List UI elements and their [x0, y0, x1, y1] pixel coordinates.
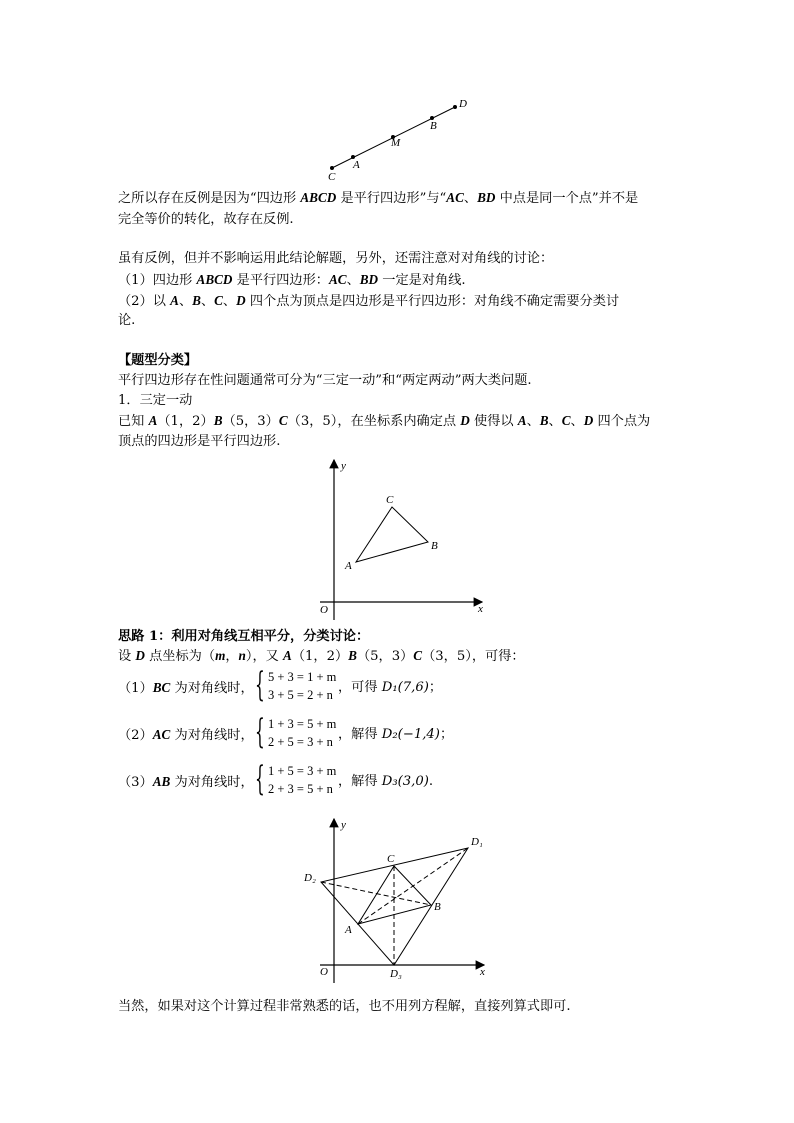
y-label: y	[341, 819, 346, 831]
case2-system: 1 + 3 = 5 + m 2 + 5 = 3 + n	[268, 717, 337, 749]
figure-parallelograms	[300, 815, 500, 985]
case3-result: ，解得 D₃(3,0).	[338, 774, 434, 789]
solution-setup: 设 D 点坐标为（m，n），又 A（1，2）B（5，3）C（3，5），可得：	[118, 648, 525, 664]
dashed-a-d1	[358, 848, 468, 924]
case3-system: 1 + 5 = 3 + m 2 + 3 = 5 + n	[268, 764, 337, 796]
case2-result: ，解得 D₂(−1,4)；	[338, 727, 454, 742]
label-c: C	[386, 494, 394, 506]
figure-triangle	[310, 455, 490, 625]
para1-line1: 之所以存在反例是因为“四边形 ABCD 是平行四边形”与“AC、BD 中点是同一个点”并不是	[118, 190, 639, 206]
label-b: B	[430, 120, 437, 132]
point-d	[453, 105, 457, 109]
para2-item2: （2）以 A、B、C、D 四个点为顶点是四边形是平行四边形：对角线不确定需要分类讨	[118, 293, 620, 309]
label-b: B	[431, 540, 438, 552]
para2-item1: （1）四边形 ABCD 是平行四边形：AC、BD 一定是对角线.	[118, 272, 466, 288]
label-d3: D₃	[390, 968, 402, 980]
point-c	[330, 166, 334, 170]
case1: （1）BC 为对角线时，	[118, 680, 254, 696]
section-sub1: 1．三定一动	[118, 393, 193, 408]
para1-line2: 完全等价的转化，故存在反例.	[118, 212, 294, 227]
case1-result: ，可得 D₁(7,6)；	[338, 680, 443, 695]
label-m: M	[391, 137, 401, 149]
question-line1: 已知 A（1，2）B（5，3）C（3，5），在坐标系内确定点 D 使得以 A、B、C、D 四个点为	[118, 413, 651, 429]
origin-label: O	[320, 966, 328, 978]
case1-brace: {	[255, 665, 265, 705]
label-c: C	[387, 853, 395, 865]
label-a: A	[345, 924, 352, 936]
case3: （3）AB 为对角线时，	[118, 774, 254, 790]
case3-brace: {	[255, 759, 265, 799]
label-c: C	[328, 171, 336, 180]
label-d2: D₂	[304, 872, 316, 884]
para2-line1: 虽有反例，但并不影响运用此结论解题，另外，还需注意对对角线的讨论：	[118, 251, 554, 266]
label-b: B	[434, 901, 441, 913]
x-label: x	[478, 603, 483, 615]
y-label: y	[341, 460, 346, 472]
question-line2: 顶点的四边形是平行四边形.	[118, 434, 281, 449]
figure-collinear-points	[320, 95, 480, 180]
section-intro: 平行四边形存在性问题通常可分为“三定一动”和“两定两动”两大类问题.	[118, 373, 532, 388]
section-heading: 【题型分类】	[118, 353, 198, 368]
label-d1: D₁	[471, 836, 483, 848]
case2: （2）AC 为对角线时，	[118, 727, 254, 743]
x-label: x	[480, 966, 485, 978]
label-a: A	[345, 560, 352, 572]
label-a: A	[353, 159, 360, 171]
triangle-abc	[356, 507, 428, 562]
case1-system: 5 + 3 = 1 + m 3 + 5 = 2 + n	[268, 670, 337, 702]
para2-item2-cont: 论.	[118, 313, 136, 328]
closing-text: 当然，如果对这个计算过程非常熟悉的话，也不用列方程解，直接列算式即可.	[118, 999, 571, 1014]
origin-label: O	[320, 604, 328, 616]
label-d: D	[459, 98, 467, 110]
solution-idea: 思路 1：利用对角线互相平分，分类讨论：	[118, 629, 370, 644]
case2-brace: {	[255, 712, 265, 752]
